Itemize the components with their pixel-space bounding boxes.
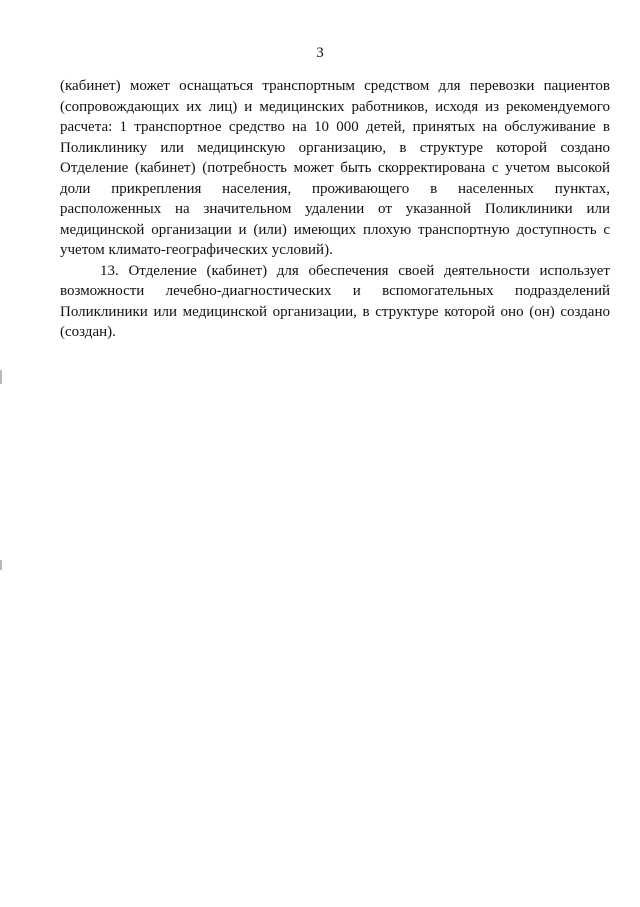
scan-edge-mark [0, 370, 2, 384]
page-number: 3 [316, 45, 324, 61]
paragraph-13: 13. Отделение (кабинет) для обеспечения своей деятельности использует возможности лечебно-диагностических и вспомогательных подразделений Поликлиники или медицинской организации, в структуре которой оно (он) создано (создан). [60, 262, 610, 340]
document-body [60, 76, 610, 343]
scan-edge-mark [0, 560, 2, 570]
paragraph-continuation: (кабинет) может оснащаться транспортным средством для перевозки пациентов (сопровождающих их лиц) и медицинских работников, исходя из рекомендуемого расчета: 1 транспортное средство на 10 000 детей, принятых на обслуживание в Поликлинику или медицинскую организацию, в структуре которой создано Отделение (кабинет) (потребность может быть скорректирована с учетом высокой доли прикрепления населения, проживающего в населенных пунктах, расположенных на значительном удалении от указанной Поликлиники или медицинской организации и (или) имеющих плохую транспортную доступность с учетом климато-географических условий). [60, 78, 610, 258]
